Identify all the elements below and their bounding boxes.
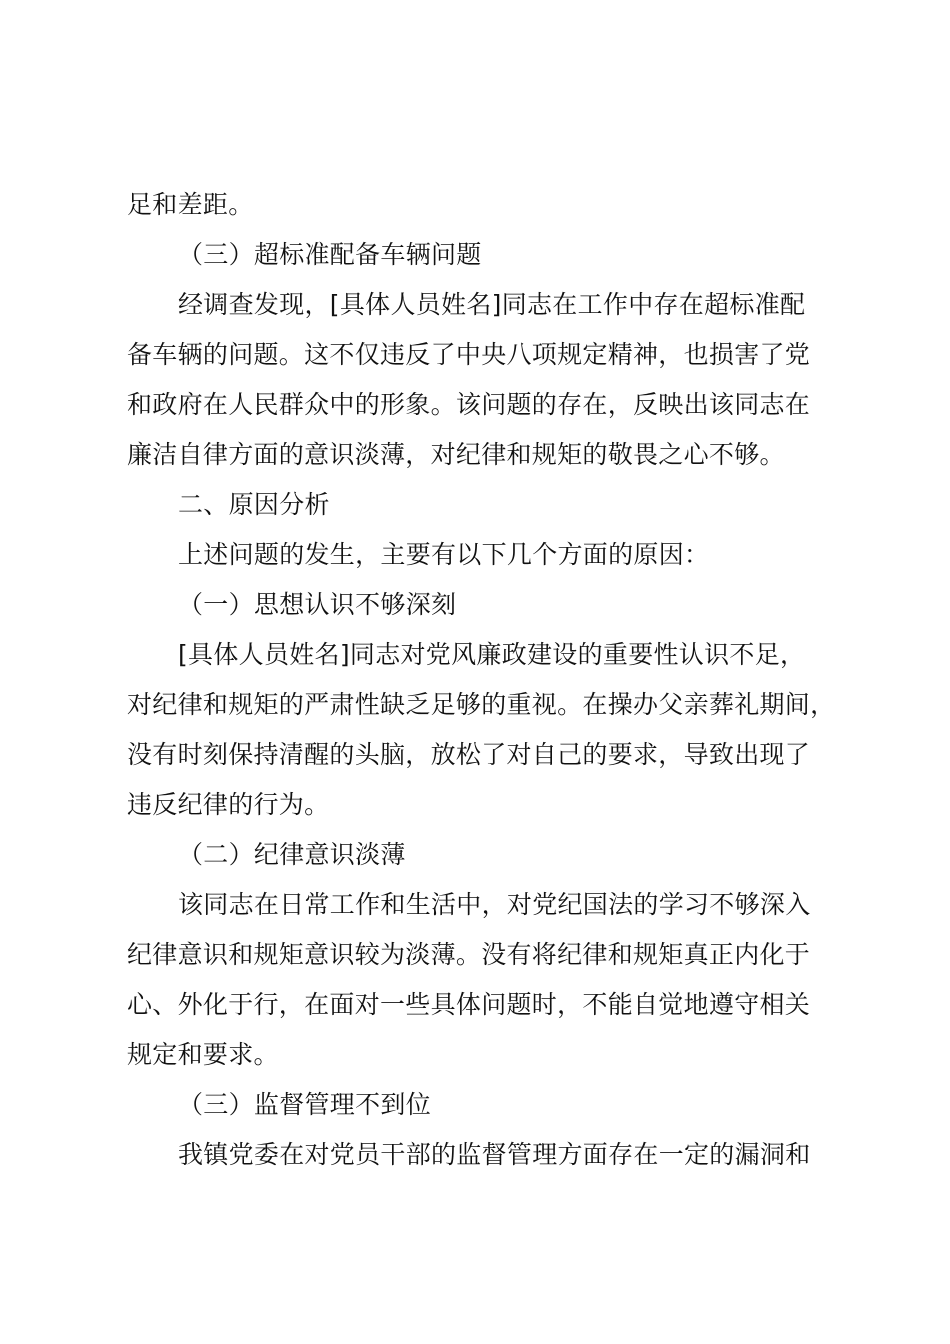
paragraph-line: 上述问题的发生，主要有以下几个方面的原因： [178,540,710,569]
paragraph-line: 违反纪律的行为。 [127,790,330,819]
paragraph-line: 没有时刻保持清醒的头脑，放松了对自己的要求，导致出现了 [127,740,811,769]
section-heading: （三）监督管理不到位 [178,1090,432,1119]
paragraph-line: 和政府在人民群众中的形象。该问题的存在，反映出该同志在 [127,390,811,419]
paragraph-line: 廉洁自律方面的意识淡薄，对纪律和规矩的敬畏之心不够。 [127,440,785,469]
paragraph-line: 该同志在日常工作和生活中，对党纪国法的学习不够深入 [178,890,811,919]
paragraph-line: 备车辆的问题。这不仅违反了中央八项规定精神，也损害了党 [127,340,811,369]
paragraph-line: 足和差距。 [127,190,254,219]
paragraph-line: 心、外化于行，在面对一些具体问题时，不能自觉地遵守相关 [127,990,811,1019]
paragraph-line: 纪律意识和规矩意识较为淡薄。没有将纪律和规矩真正内化于 [127,940,811,969]
paragraph-line: 对纪律和规矩的严肃性缺乏足够的重视。在操办父亲葬礼期间， [127,690,836,719]
section-heading: （一）思想认识不够深刻 [178,590,457,619]
section-heading: （二）纪律意识淡薄 [178,840,406,869]
section-heading: 二、原因分析 [178,490,330,519]
paragraph-line: 我镇党委在对党员干部的监督管理方面存在一定的漏洞和 [178,1140,811,1169]
paragraph-line: [具体人员姓名]同志对党风廉政建设的重要性认识不足， [178,640,806,669]
section-heading: （三）超标准配备车辆问题 [178,240,482,269]
paragraph-line: 经调查发现，[具体人员姓名]同志在工作中存在超标准配 [178,290,806,319]
paragraph-line: 规定和要求。 [127,1040,279,1069]
